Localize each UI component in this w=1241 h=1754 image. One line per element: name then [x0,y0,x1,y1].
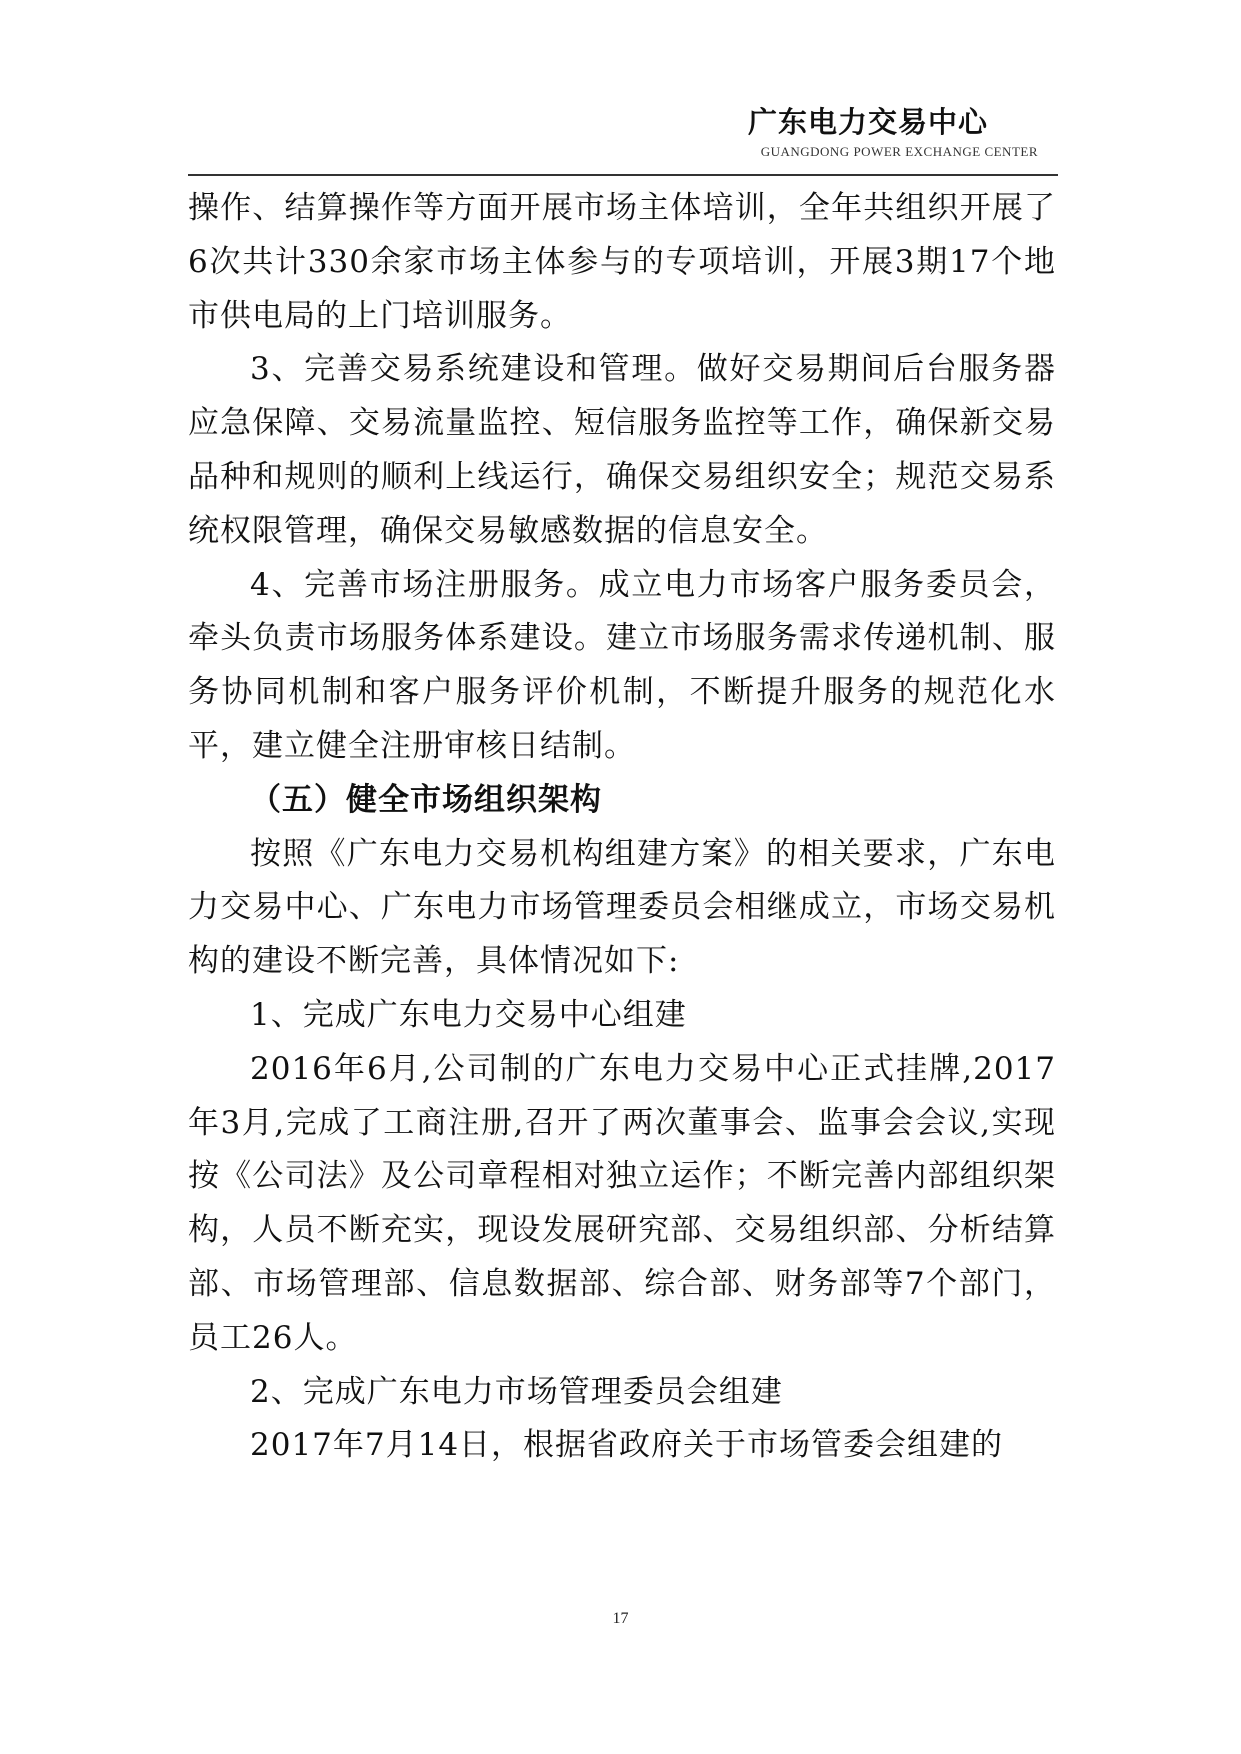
page-number: 17 [612,1610,629,1627]
paragraph-trading-system: 3、完善交易系统建设和管理。做好交易期间后台服务器应急保障、交易流量监控、短信服务监控等工作，确保新交易品种和规则的顺利上线运行，确保交易组织安全；规范交易系统权限管理，确保交易敏感数据的信息安全。 [188,351,1056,549]
document-body [188,182,1056,1473]
paragraph-registration-service: 4、完善市场注册服务。成立电力市场客户服务委员会，牵头负责市场服务体系建设。建立市场服务需求传递机制、服务协同机制和客户服务评价机制，不断提升服务的规范化水平，建立健全注册审核日结制。 [188,566,1056,764]
paragraph-market-committee: 2017年7月14日，根据省政府关于市场管委会组建的 [250,1427,1004,1464]
header-divider [188,174,1058,176]
organization-name-english: GUANGDONG POWER EXCHANGE CENTER [760,144,1038,159]
subheading-market-committee: 2、完成广东电力市场管理委员会组建 [250,1373,783,1410]
subheading-exchange-center: 1、完成广东电力交易中心组建 [250,996,687,1033]
paragraph-organization-plan: 按照《广东电力交易机构组建方案》的相关要求，广东电力交易中心、广东电力市场管理委员会相继成立，市场交易机构的建设不断完善，具体情况如下: [188,835,1056,980]
organization-name: 广东电力交易中心 [747,105,988,139]
page-header [188,96,1058,180]
paragraph-training: 操作、结算操作等方面开展市场主体培训，全年共组织开展了6次共计330余家市场主体参与的专项培训，开展3期17个地市供电局的上门培训服务。 [188,190,1056,334]
paragraph-exchange-center: 2016年6月,公司制的广东电力交易中心正式挂牌,2017年3月,完成了工商注册,召开了两次董事会、监事会会议,实现按《公司法》及公司章程相对独立运作；不断完善内部组织架构，人员不断充实，现设发展研究部、交易组织部、分析结算部、市场管理部、信息数据部、综合部、财务部等7个部门，员工26人。 [188,1050,1056,1356]
section-heading: （五）健全市场组织架构 [250,781,602,818]
